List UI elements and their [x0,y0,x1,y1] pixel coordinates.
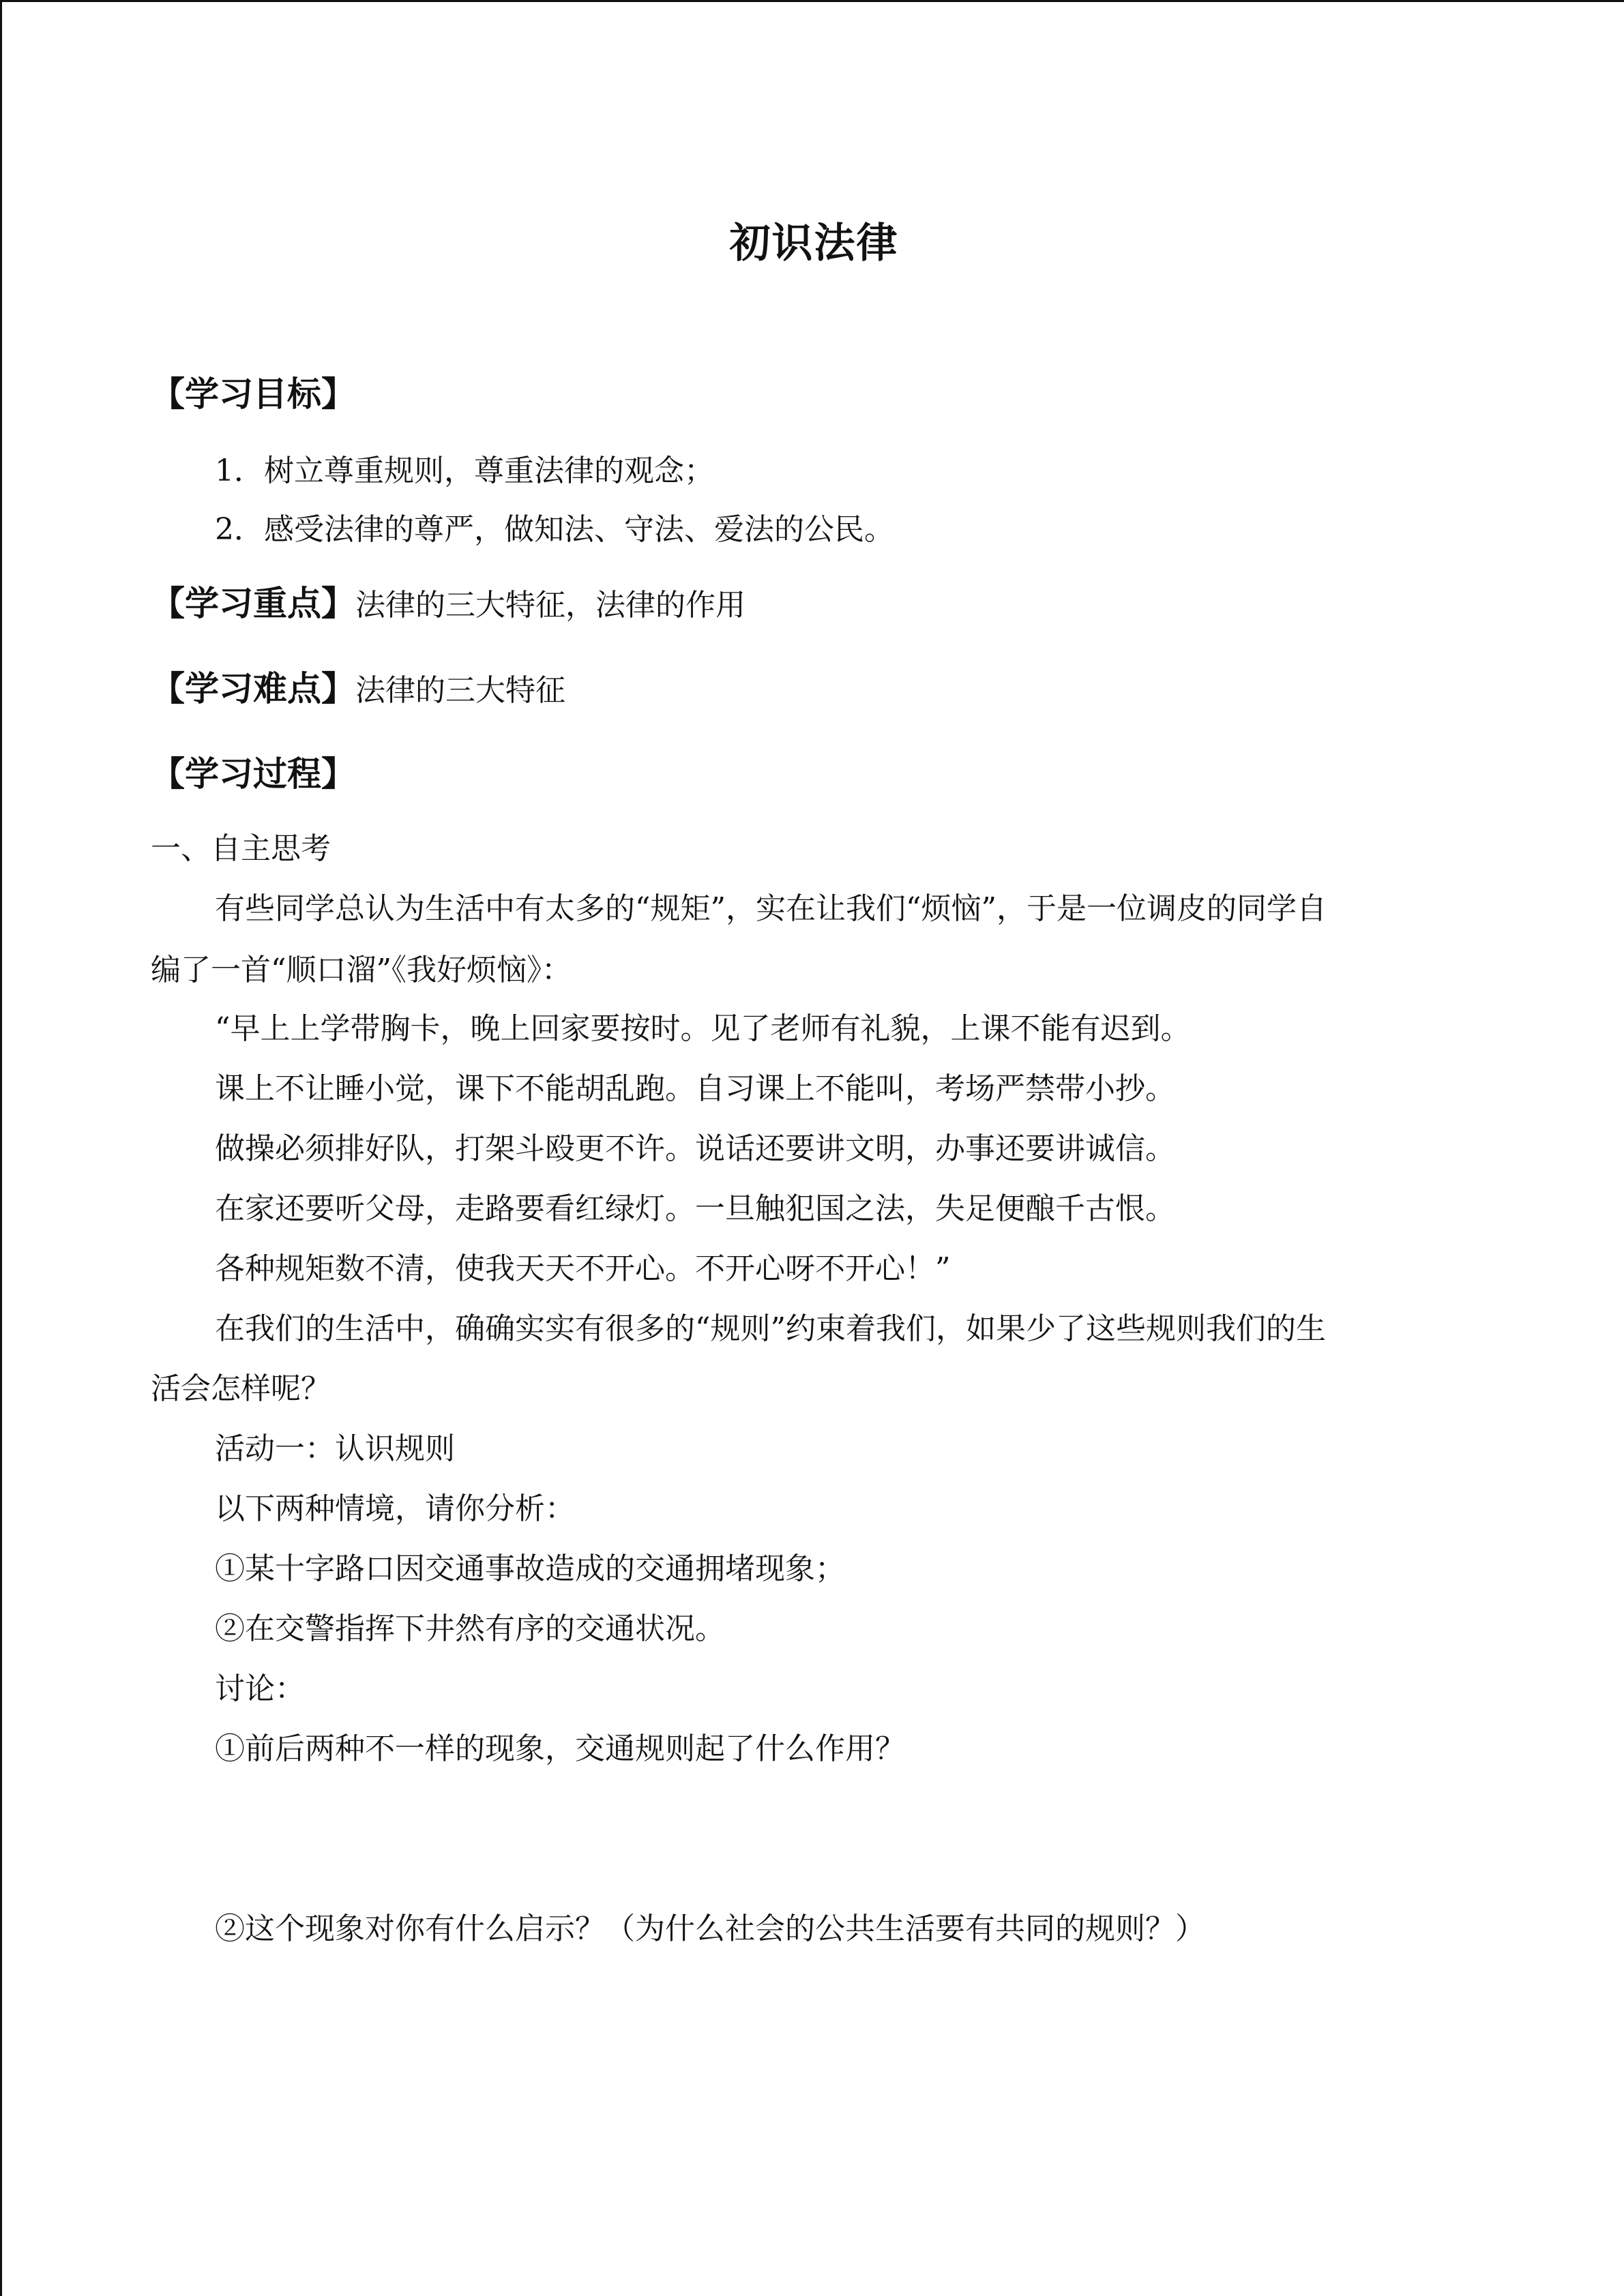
poem-line-1: “早上上学带胸卡，晚上回家要按时。见了老师有礼貌，上课不能有迟到。 [215,1011,1191,1046]
key-points-heading: 【学习重点】 [151,583,355,623]
key-points-row [151,576,745,625]
difficult-points-heading: 【学习难点】 [151,668,355,709]
scenario-intro: 以下两种情境，请你分析： [215,1491,575,1526]
scenario-2: ②在交警指挥下井然有序的交通状况。 [215,1611,725,1646]
poem-line-4: 在家还要听父母，走路要看红绿灯。一旦触犯国之法，失足便酿千古恨。 [215,1191,1175,1226]
question-line-2: 活会怎样呢？ [151,1371,331,1406]
scenario-1: ①某十字路口因交通事故造成的交通拥堵现象； [215,1551,845,1586]
poem-line-2: 课上不让睡小觉，课下不能胡乱跑。自习课上不能叫，考场严禁带小抄。 [215,1071,1175,1106]
key-points-text: 法律的三大特征，法律的作用 [355,588,745,623]
discussion-question-1: ①前后两种不一样的现象，交通规则起了什么作用？ [215,1731,905,1766]
discussion-question-2: ②这个现象对你有什么启示？（为什么社会的公共生活要有共同的规则？） [215,1911,1205,1946]
objective-item-1: 1．树立尊重规则，尊重法律的观念； [215,453,714,488]
objectives-heading: 【学习目标】 [151,374,355,414]
difficult-points-text: 法律的三大特征 [355,673,565,708]
discussion-label: 讨论： [215,1671,305,1706]
process-heading: 【学习过程】 [151,754,355,794]
page-title: 初识法律 [729,220,899,267]
activity-title: 活动一：认识规则 [215,1431,455,1466]
difficult-points-row [151,661,565,711]
question-line-1: 在我们的生活中，确确实实有很多的“规则”约束着我们，如果少了这些规则我们的生 [215,1311,1326,1346]
poem-line-5: 各种规矩数不清，使我天天不开心。不开心呀不开心！” [215,1251,951,1286]
intro-line-1: 有些同学总认为生活中有太多的“规矩”，实在让我们“烦恼”，于是一位调皮的同学自 [215,891,1327,926]
poem-line-3: 做操必须排好队，打架斗殴更不许。说话还要讲文明，办事还要讲诚信。 [215,1131,1175,1166]
objective-item-2: 2．感受法律的尊严，做知法、守法、爱法的公民。 [215,512,894,547]
section-title: 一、自主思考 [151,831,331,866]
intro-line-2: 编了一首“顺口溜”《我好烦恼》： [151,953,572,987]
